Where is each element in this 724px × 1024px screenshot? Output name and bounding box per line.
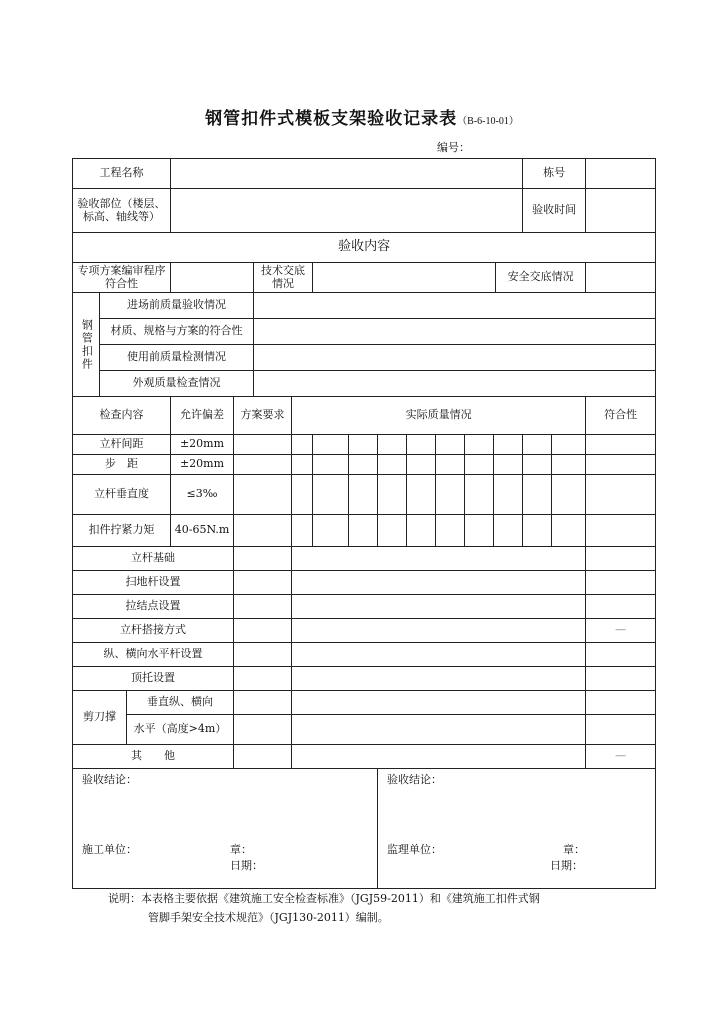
- actual-field[interactable]: [292, 619, 586, 643]
- tolerance-value: 40-65N.m: [171, 515, 234, 547]
- seal-label: 章：: [230, 843, 252, 856]
- actual-field[interactable]: [292, 715, 586, 745]
- conform-value[interactable]: [586, 571, 656, 595]
- supervision-conclusion[interactable]: [378, 769, 656, 889]
- footnote-line: 管脚手架安全技术规范》（JGJ130-2011）编制。: [148, 910, 389, 924]
- general-item-label: 拉结点设置: [73, 595, 234, 619]
- actual-cell[interactable]: [313, 455, 349, 475]
- fastener-row-field[interactable]: [254, 319, 656, 345]
- inspect-item-header: 检查内容: [73, 397, 171, 435]
- actual-cell[interactable]: [436, 435, 465, 455]
- plan-req-field[interactable]: [234, 745, 292, 769]
- supervision-unit-label: 监理单位：: [387, 843, 443, 856]
- actual-cell[interactable]: [523, 475, 552, 515]
- plan-req-field[interactable]: [234, 435, 292, 455]
- accept-location-field[interactable]: [171, 189, 523, 233]
- conclusion-label: 验收结论：: [82, 773, 137, 786]
- measured-item-label: 立杆间距: [73, 435, 171, 455]
- conform-header: 符合性: [586, 397, 656, 435]
- conform-field[interactable]: [586, 475, 656, 515]
- title-text: 钢管扣件式模板支架验收记录表: [205, 109, 458, 129]
- actual-cell[interactable]: [378, 515, 407, 547]
- actual-cell[interactable]: [436, 455, 465, 475]
- actual-cell[interactable]: [292, 455, 313, 475]
- general-item-label: 扫地杆设置: [73, 571, 234, 595]
- scissor-label: 剪刀撑: [73, 691, 127, 745]
- tech-briefing-field[interactable]: [313, 263, 496, 293]
- measured-item-label: 扣件拧紧力矩: [73, 515, 171, 547]
- actual-cell[interactable]: [313, 515, 349, 547]
- actual-cell[interactable]: [292, 515, 313, 547]
- form-code: （B-6-10-01）: [457, 116, 519, 127]
- building-no-field[interactable]: [586, 159, 656, 189]
- actual-cell[interactable]: [313, 435, 349, 455]
- conform-value[interactable]: [586, 643, 656, 667]
- actual-cell[interactable]: [465, 515, 494, 547]
- actual-cell[interactable]: [378, 455, 407, 475]
- plan-review-label: 专项方案编审程序符合性: [73, 263, 171, 293]
- fastener-row-label: 使用前质量检测情况: [100, 345, 254, 371]
- plan-review-field[interactable]: [171, 263, 254, 293]
- acceptance-form-table: [72, 158, 656, 889]
- actual-cell[interactable]: [407, 515, 436, 547]
- plan-req-field[interactable]: [234, 619, 292, 643]
- date-label: 日期：: [230, 859, 263, 872]
- conform-field[interactable]: [586, 515, 656, 547]
- accept-time-field[interactable]: [586, 189, 656, 233]
- actual-cell[interactable]: [436, 515, 465, 547]
- actual-cell[interactable]: [407, 455, 436, 475]
- actual-cell[interactable]: [349, 475, 378, 515]
- tolerance-value: ±20mm: [171, 455, 234, 475]
- actual-field[interactable]: [292, 691, 586, 715]
- plan-req-header: 方案要求: [234, 397, 292, 435]
- other-item-label: 其 他: [73, 745, 234, 769]
- conform-value[interactable]: [586, 595, 656, 619]
- actual-cell[interactable]: [292, 475, 313, 515]
- tech-briefing-label: 技术交底情况: [254, 263, 313, 293]
- plan-req-field[interactable]: [234, 595, 292, 619]
- conform-value[interactable]: [586, 547, 656, 571]
- actual-cell[interactable]: [407, 435, 436, 455]
- fastener-group-label: 钢管扣件: [73, 293, 100, 397]
- actual-cell[interactable]: [378, 435, 407, 455]
- conform-value[interactable]: [586, 691, 656, 715]
- general-item-label: 纵、横向水平杆设置: [73, 643, 234, 667]
- safety-briefing-field[interactable]: [586, 263, 656, 293]
- conform-field[interactable]: [586, 455, 656, 475]
- construction-conclusion[interactable]: [73, 769, 378, 889]
- actual-cell[interactable]: [552, 435, 586, 455]
- plan-req-field[interactable]: [234, 571, 292, 595]
- actual-cell[interactable]: [465, 435, 494, 455]
- actual-field[interactable]: [292, 745, 586, 769]
- actual-cell[interactable]: [494, 455, 523, 475]
- actual-cell[interactable]: [494, 475, 523, 515]
- conform-value[interactable]: [586, 667, 656, 691]
- actual-cell[interactable]: [552, 475, 586, 515]
- actual-field[interactable]: [292, 667, 586, 691]
- actual-cell[interactable]: [313, 475, 349, 515]
- conform-value[interactable]: —: [586, 745, 656, 769]
- fastener-row-field[interactable]: [254, 345, 656, 371]
- actual-cell[interactable]: [378, 475, 407, 515]
- fastener-row-field[interactable]: [254, 293, 656, 319]
- actual-quality-header: 实际质量情况: [292, 397, 586, 435]
- accept-location-label: 验收部位（楼层、标高、轴线等）: [73, 189, 171, 233]
- plan-req-field[interactable]: [234, 691, 292, 715]
- accept-time-label: 验收时间: [523, 189, 586, 233]
- tolerance-value: ±20mm: [171, 435, 234, 455]
- plan-req-field[interactable]: [234, 667, 292, 691]
- actual-cell[interactable]: [436, 475, 465, 515]
- general-item-label: 立杆搭接方式: [73, 619, 234, 643]
- plan-req-field[interactable]: [234, 643, 292, 667]
- plan-req-field[interactable]: [234, 547, 292, 571]
- construction-unit-label: 施工单位：: [82, 843, 137, 856]
- project-name-label: 工程名称: [73, 159, 171, 189]
- fastener-row-label: 外观质量检查情况: [100, 371, 254, 397]
- actual-cell[interactable]: [349, 515, 378, 547]
- actual-cell[interactable]: [494, 435, 523, 455]
- page-title: [0, 104, 724, 129]
- conform-value[interactable]: [586, 715, 656, 745]
- conclusion-label: 验收结论：: [387, 773, 443, 786]
- actual-cell[interactable]: [552, 455, 586, 475]
- seal-label: 章：: [563, 843, 586, 856]
- footnote-line: 说明：本表格主要依据《建筑施工安全检查标准》（JGJ59-2011）和《建筑施工扣件式钢: [108, 892, 540, 905]
- tolerance-header: 允许偏差: [171, 397, 234, 435]
- actual-cell[interactable]: [465, 455, 494, 475]
- safety-briefing-label: 安全交底情况: [496, 263, 586, 293]
- measured-item-label: 步 距: [73, 455, 171, 475]
- scissor-item-label: 垂直纵、横向: [127, 691, 234, 715]
- fastener-row-label: 进场前质量验收情况: [100, 293, 254, 319]
- conform-value[interactable]: —: [586, 619, 656, 643]
- plan-req-field[interactable]: [234, 455, 292, 475]
- plan-req-field[interactable]: [234, 515, 292, 547]
- fastener-row-field[interactable]: [254, 371, 656, 397]
- fastener-row-label: 材质、规格与方案的符合性: [100, 319, 254, 345]
- footnote: [108, 890, 628, 927]
- actual-field[interactable]: [292, 595, 586, 619]
- actual-cell[interactable]: [465, 475, 494, 515]
- actual-field[interactable]: [292, 547, 586, 571]
- actual-cell[interactable]: [523, 455, 552, 475]
- actual-field[interactable]: [292, 643, 586, 667]
- building-no-label: 栋号: [523, 159, 586, 189]
- general-item-label: 顶托设置: [73, 667, 234, 691]
- number-label: 编号：: [437, 141, 470, 154]
- accept-content-header: 验收内容: [73, 233, 656, 263]
- actual-cell[interactable]: [349, 455, 378, 475]
- actual-cell[interactable]: [523, 435, 552, 455]
- scissor-item-label: 水平（高度>4m）: [127, 715, 234, 745]
- actual-field[interactable]: [292, 571, 586, 595]
- general-item-label: 立杆基础: [73, 547, 234, 571]
- conform-field[interactable]: [586, 435, 656, 455]
- project-name-field[interactable]: [171, 159, 523, 189]
- actual-cell[interactable]: [523, 515, 552, 547]
- actual-cell[interactable]: [552, 515, 586, 547]
- actual-cell[interactable]: [407, 475, 436, 515]
- measured-item-label: 立杆垂直度: [73, 475, 171, 515]
- actual-cell[interactable]: [494, 515, 523, 547]
- plan-req-field[interactable]: [234, 475, 292, 515]
- actual-cell[interactable]: [349, 435, 378, 455]
- plan-req-field[interactable]: [234, 715, 292, 745]
- actual-cell[interactable]: [292, 435, 313, 455]
- date-label: 日期：: [550, 859, 584, 872]
- tolerance-value: ≤3‰: [171, 475, 234, 515]
